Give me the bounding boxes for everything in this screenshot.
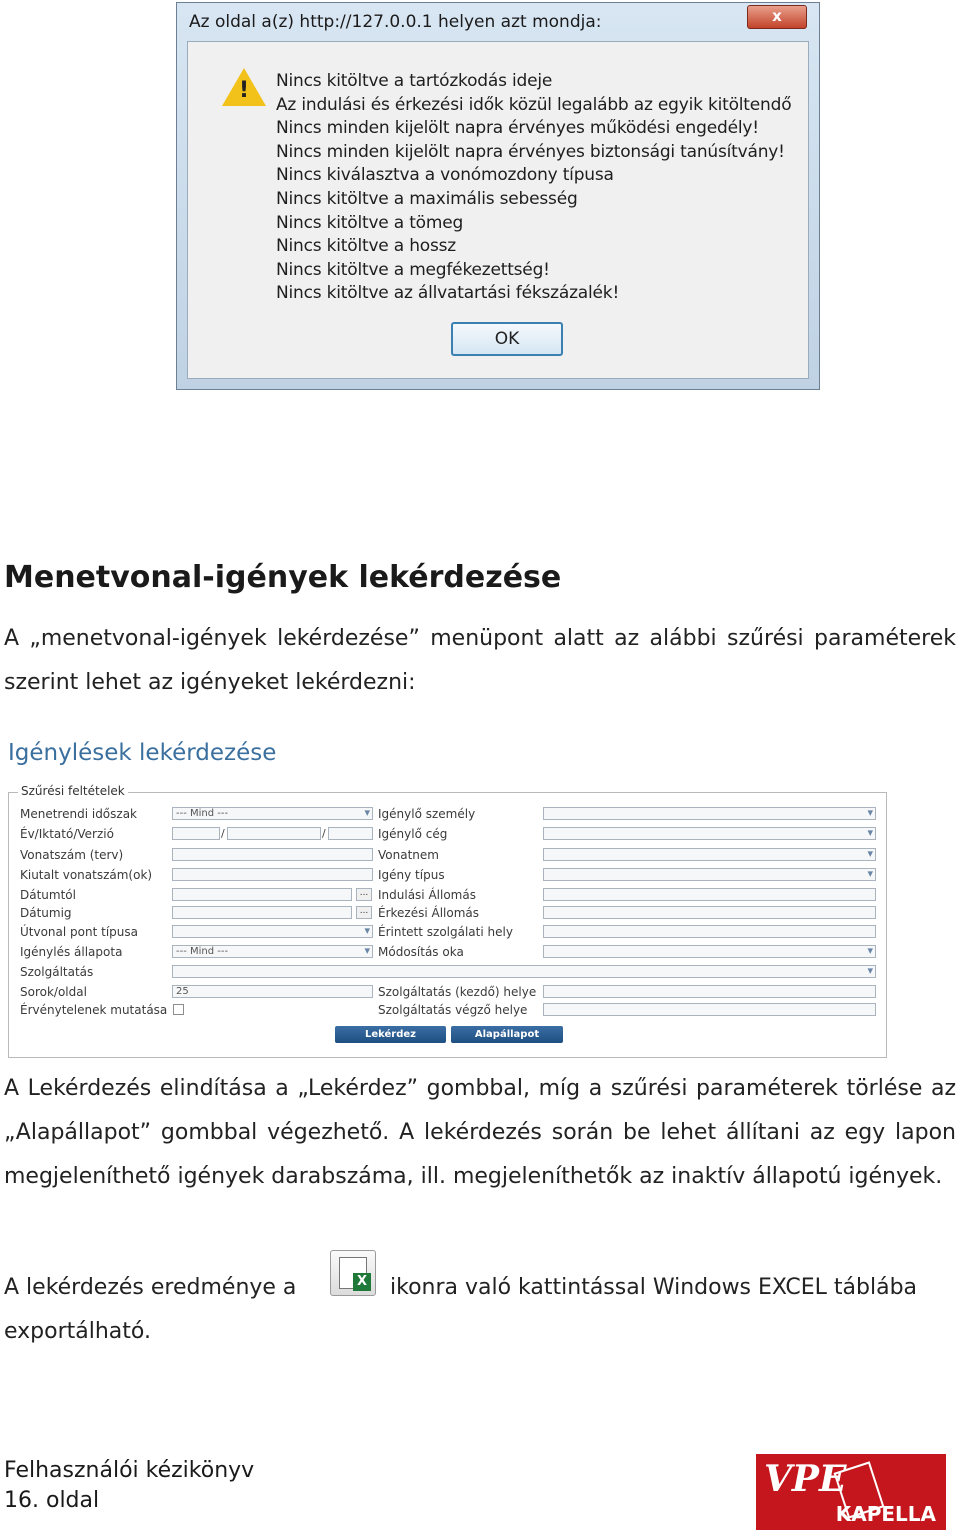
service-select[interactable] xyxy=(172,965,876,978)
rows-per-page-input[interactable]: 25 xyxy=(172,985,373,998)
label-service-start-place: Szolgáltatás (kezdő) helye xyxy=(378,985,537,999)
message-item: Nincs kiválasztva a vonómozdony típusa xyxy=(276,165,614,186)
message-item: Nincs kitöltve a hossz xyxy=(276,236,457,257)
message-item: Nincs kitöltve az állvatartási fékszázalék! xyxy=(276,283,620,304)
label-rows-per-page: Sorok/oldal xyxy=(20,985,87,999)
affected-service-place-input[interactable] xyxy=(543,925,876,938)
train-type-select[interactable] xyxy=(543,848,876,861)
message-item: Nincs kitöltve a tömeg xyxy=(276,212,464,233)
filter-legend: Szűrési feltételek xyxy=(18,784,128,798)
message-item: Az indulási és érkezési idők közül legalább az egyik kitöltendő xyxy=(276,94,792,115)
message-list xyxy=(276,70,791,306)
message-item: Nincs minden kijelölt napra érvényes működési engedély! xyxy=(276,118,759,139)
warning-icon-mark: ! xyxy=(239,78,250,103)
arrival-station-input[interactable] xyxy=(543,906,876,919)
label-modification-reason: Módosítás oka xyxy=(378,945,464,959)
footer-title: Felhasználói kézikönyv xyxy=(4,1458,255,1483)
excel-export-icon[interactable] xyxy=(330,1250,376,1296)
dialog-titlebar xyxy=(177,3,819,41)
label-train-type: Vonatnem xyxy=(378,848,439,862)
service-start-place-input[interactable] xyxy=(543,985,876,998)
message-item: Nincs minden kijelölt napra érvényes biztonsági tanúsítvány! xyxy=(276,141,785,162)
label-year-filing-version: Év/Iktató/Verzió xyxy=(20,827,114,841)
allocated-train-numbers-input[interactable] xyxy=(172,868,373,881)
label-service: Szolgáltatás xyxy=(20,965,94,979)
departure-station-input[interactable] xyxy=(543,888,876,901)
query-button[interactable]: Lekérdez xyxy=(335,1026,446,1043)
timetable-period-select[interactable]: --- Mind --- ▾ xyxy=(172,807,373,820)
label-requester-company: Igénylő cég xyxy=(378,827,448,841)
date-from-input[interactable] xyxy=(172,888,352,901)
description-paragraph: A Lekérdezés elindítása a „Lekérdez” gombbal, míg a szűrési paraméterek törlése az „Alapállapot” gombbal végezhető. A lekérdezés során be lehet állítani az egy lapon megjeleníthető igények darabszáma, ill. megjeleníthetők az inaktív állapotú igények. xyxy=(4,1076,956,1189)
reset-button[interactable]: Alapállapot xyxy=(451,1026,563,1043)
request-type-select[interactable] xyxy=(543,868,876,881)
close-button[interactable]: x xyxy=(747,5,807,29)
label-arrival-station: Érkezési Állomás xyxy=(378,906,480,920)
separator-slash: / xyxy=(322,827,326,840)
logo-main-text: VPE xyxy=(764,1458,847,1500)
alert-dialog xyxy=(176,2,820,390)
label-train-number-plan: Vonatszám (terv) xyxy=(20,848,124,862)
form-title: Igénylések lekérdezése xyxy=(8,740,277,766)
route-point-type-select[interactable] xyxy=(172,925,373,938)
requester-person-select[interactable] xyxy=(543,807,876,820)
dialog-body xyxy=(187,41,809,379)
service-end-place-input[interactable] xyxy=(543,1003,876,1016)
label-request-status: Igénylés állapota xyxy=(20,945,123,959)
excel-x-icon: X xyxy=(353,1273,371,1291)
export-text-before: A lekérdezés eredménye a xyxy=(4,1275,297,1300)
label-service-end-place: Szolgáltatás végző helye xyxy=(378,1003,528,1017)
label-timetable-period: Menetrendi időszak xyxy=(20,807,137,821)
label-date-to: Dátumig xyxy=(20,906,72,920)
message-item: Nincs kitöltve a megfékezettség! xyxy=(276,259,550,280)
date-from-picker-button[interactable]: ... xyxy=(356,888,372,901)
label-route-point-type: Útvonal pont típusa xyxy=(20,925,138,939)
separator-slash: / xyxy=(221,827,225,840)
message-item: Nincs kitöltve a maximális sebesség xyxy=(276,188,578,209)
intro-paragraph: A „menetvonal-igények lekérdezése” menüpont alatt az alábbi szűrési paraméterek szerint lehet az igényeket lekérdezni: xyxy=(4,626,956,695)
label-show-invalid: Érvénytelenek mutatása xyxy=(20,1003,168,1017)
label-affected-service-place: Érintett szolgálati hely xyxy=(378,925,513,939)
label-request-type: Igény típus xyxy=(378,868,445,882)
label-requester-person: Igénylő személy xyxy=(378,807,476,821)
dialog-title: Az oldal a(z) http://127.0.0.1 helyen azt mondja: xyxy=(189,12,602,32)
message-item: Nincs kitöltve a tartózkodás ideje xyxy=(276,71,553,91)
version-input[interactable] xyxy=(328,827,373,840)
requester-company-select[interactable] xyxy=(543,827,876,840)
date-to-input[interactable] xyxy=(172,906,352,919)
train-number-plan-input[interactable] xyxy=(172,848,373,861)
modification-reason-select[interactable] xyxy=(543,945,876,958)
year-input[interactable] xyxy=(172,827,220,840)
logo-sub-text: KAPELLA xyxy=(835,1502,936,1526)
show-invalid-checkbox[interactable] xyxy=(173,1004,184,1015)
footer-page-number: 16. oldal xyxy=(4,1488,100,1513)
label-allocated-train-numbers: Kiutalt vonatszám(ok) xyxy=(20,868,153,882)
ok-button[interactable]: OK xyxy=(451,322,563,356)
request-status-select[interactable]: --- Mind --- ▾ xyxy=(172,945,373,958)
export-text-after: ikonra való kattintással Windows EXCEL táblába xyxy=(390,1275,918,1300)
filing-number-input[interactable] xyxy=(227,827,321,840)
date-to-picker-button[interactable]: ... xyxy=(356,906,372,919)
label-departure-station: Indulási Állomás xyxy=(378,888,476,902)
section-heading: Menetvonal-igények lekérdezése xyxy=(4,560,562,595)
export-text-end: exportálható. xyxy=(4,1319,151,1344)
vpe-kapella-logo xyxy=(756,1454,946,1530)
label-date-from: Dátumtól xyxy=(20,888,76,902)
